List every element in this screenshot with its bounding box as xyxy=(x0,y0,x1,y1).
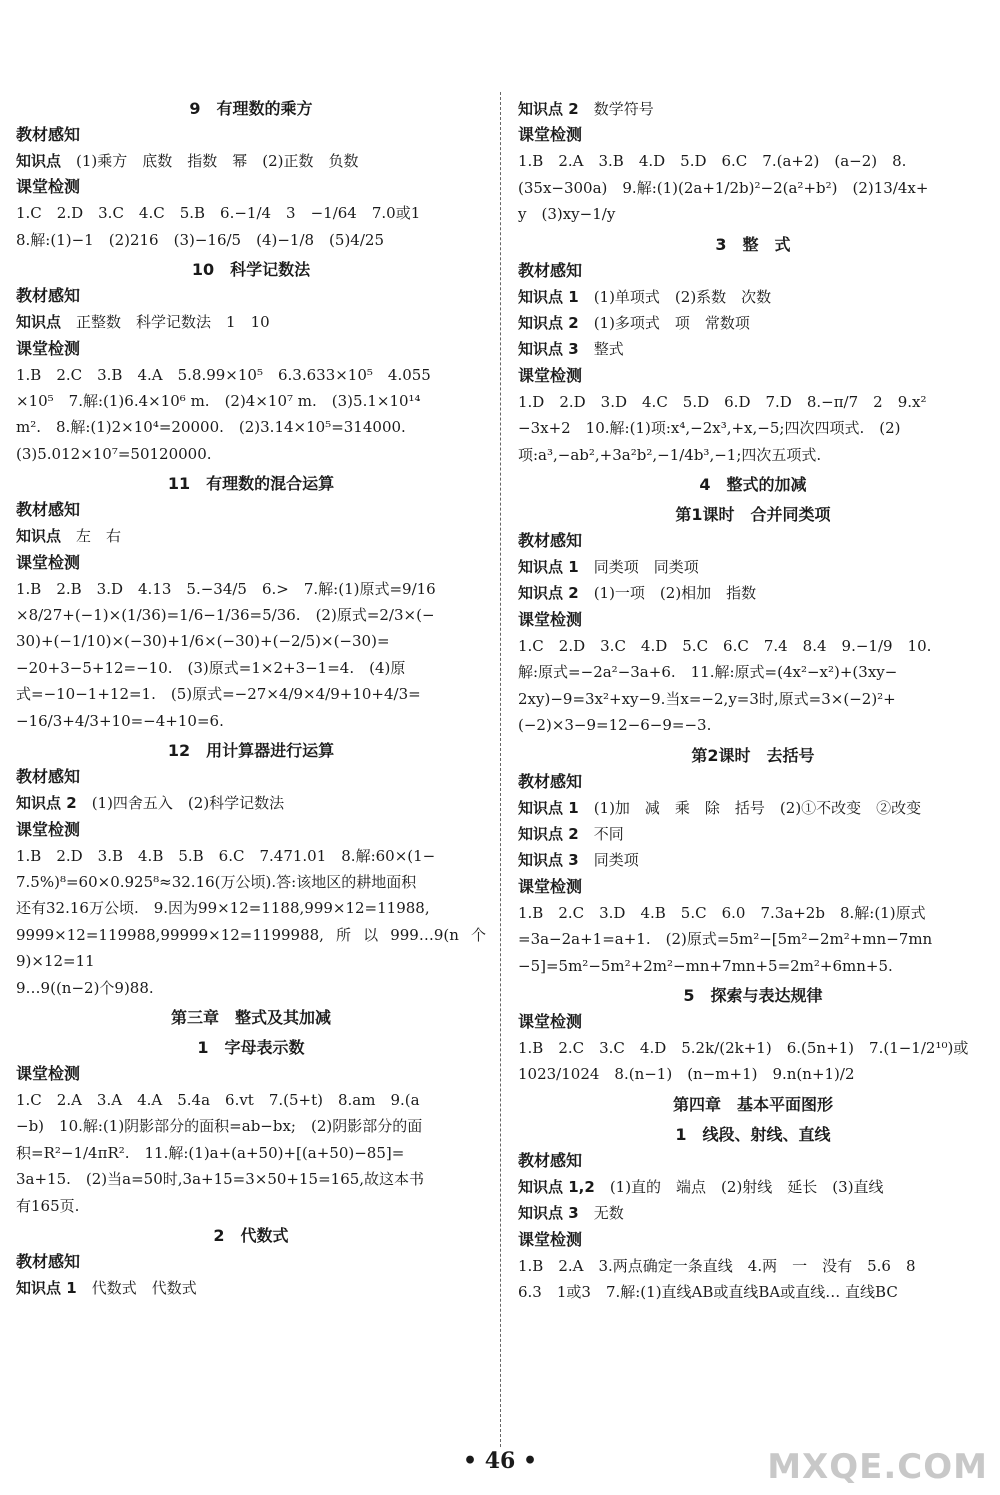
answer-text: 不同 xyxy=(593,824,624,843)
answer-line xyxy=(518,336,988,362)
answer-text: 1.B 2.C 3.B 4.A 5.8.99×10⁵ 6.3.633×10⁵ 4.055 xyxy=(16,365,431,384)
answer-text: (1)一项 (2)相加 指数 xyxy=(593,584,757,603)
answer-line xyxy=(518,389,988,415)
answer-line xyxy=(518,415,988,441)
answer-section xyxy=(518,743,988,979)
answer-text: 整式 xyxy=(593,340,624,359)
answer-line xyxy=(16,843,486,869)
answer-text: 正整数 科学记数法 1 10 xyxy=(76,313,270,332)
section-heading: 1 字母表示数 xyxy=(197,1037,305,1057)
answer-section xyxy=(518,472,988,498)
answer-text: 无数 xyxy=(593,1204,624,1223)
knowledge-point-label: 知识点 1,2 xyxy=(518,1177,595,1196)
answer-line xyxy=(518,1279,988,1305)
answer-text: 1.C 2.D 3.C 4.C 5.B 6.−1/4 3 −1/64 7.0或1 xyxy=(16,204,421,223)
answer-text: 同类项 同类项 xyxy=(593,558,699,577)
subsection-label: 课堂检测 xyxy=(16,338,81,358)
answer-line xyxy=(518,442,988,468)
answer-line xyxy=(16,655,486,681)
answer-text: 代数式 代数式 xyxy=(91,1278,197,1297)
section-heading: 10 科学记数法 xyxy=(191,260,311,280)
answer-text: 7.5%)⁸=60×0.925⁸≈32.16(万公顷).答:该地区的耕地面积 xyxy=(16,872,417,891)
answer-text: 有165页. xyxy=(16,1196,80,1215)
subsection-label: 课堂检测 xyxy=(518,876,583,896)
knowledge-point-label: 知识点 2 xyxy=(16,794,77,813)
answer-text: 1.C 2.D 3.C 4.D 5.C 6.C 7.4 8.4 9.−1/9 10. xyxy=(518,636,932,655)
knowledge-point-label: 知识点 1 xyxy=(16,1278,77,1297)
subsection-label: 课堂检测 xyxy=(16,552,81,572)
answer-line xyxy=(518,1061,988,1087)
answer-text: (1)直的 端点 (2)射线 延长 (3)直线 xyxy=(609,1177,884,1196)
section-heading: 第三章 整式及其加减 xyxy=(170,1007,331,1027)
subsection-label: 教材感知 xyxy=(16,1251,81,1271)
subsection-label: 教材感知 xyxy=(16,125,81,144)
answer-text: 数学符号 xyxy=(593,100,654,118)
answer-section xyxy=(518,1122,988,1306)
answer-section xyxy=(518,96,988,228)
section-heading: 第四章 基本平面图形 xyxy=(672,1094,833,1114)
knowledge-point-label: 知识点 1 xyxy=(518,798,579,817)
answer-text: 9…9((n−2)个9)88. xyxy=(16,978,154,997)
knowledge-point-label: 知识点 1 xyxy=(518,558,579,577)
answer-text: y (3)xy−1/y xyxy=(518,205,616,224)
subsection-label: 教材感知 xyxy=(518,531,583,551)
subsection-label: 教材感知 xyxy=(16,500,81,520)
answer-text: ×8/27+(−1)×(1/36)=1/6−1/36=5/36. (2)原式=2/3×(− xyxy=(16,606,435,625)
answer-text: 9999×12=119988,99999×12=1199988,所以999…9(n个9)×12=11 xyxy=(16,925,486,971)
subsection-label: 课堂检测 xyxy=(518,1011,583,1031)
answer-line xyxy=(518,926,988,952)
answer-text: 左 右 xyxy=(76,527,122,546)
answer-text: (35x−300a) 9.解:(1)(2a+1/2b)²−2(a²+b²) (2)13/4x+ xyxy=(518,178,929,197)
subsection-label: 课堂检测 xyxy=(518,125,583,145)
answer-line xyxy=(16,602,486,628)
knowledge-point-label: 知识点 1 xyxy=(518,287,579,306)
answer-text: 1.C 2.A 3.A 4.A 5.4a 6.vt 7.(5+t) 8.am 9.(a xyxy=(16,1090,420,1109)
knowledge-point-label: 知识点 2 xyxy=(518,314,579,333)
answer-line xyxy=(16,523,486,549)
answer-section xyxy=(16,471,486,734)
answer-line xyxy=(518,1174,988,1200)
answer-section xyxy=(16,1005,486,1031)
answer-text: −b) 10.解:(1)阴影部分的面积=ab−bx; (2)阴影部分的面 xyxy=(16,1117,423,1136)
knowledge-point-label: 知识点 3 xyxy=(518,1204,579,1223)
answer-line xyxy=(16,148,486,174)
answer-text: 1.D 2.D 3.D 4.C 5.D 6.D 7.D 8.−π/7 2 9.x² xyxy=(518,392,927,411)
subsection-label: 教材感知 xyxy=(518,260,583,280)
subsection-label: 课堂检测 xyxy=(16,1063,81,1083)
answer-text: m². 8.解:(1)2×10⁴=20000. (2)3.14×10⁵=314000. xyxy=(16,418,406,437)
answer-line xyxy=(16,1193,486,1219)
answer-text: 式=−10−1+12=1. (5)原式=−27×4/9×4/9+10+4/3= xyxy=(16,685,421,704)
section-heading: 1 线段、射线、直线 xyxy=(675,1124,831,1144)
knowledge-point-label: 知识点 xyxy=(16,152,62,170)
answer-section xyxy=(16,1035,486,1219)
answer-text: 1.B 2.C 3.D 4.B 5.C 6.0 7.3a+2b 8.解:(1)原式 xyxy=(518,903,926,922)
answer-line xyxy=(518,554,988,580)
page-number: • 46 • xyxy=(462,1448,538,1474)
answer-line xyxy=(518,1035,988,1061)
knowledge-point-label: 知识点 xyxy=(16,313,62,332)
answer-line xyxy=(16,388,486,414)
answer-line xyxy=(518,201,988,227)
knowledge-point-label: 知识点 2 xyxy=(518,100,579,118)
watermark-logo: MXQE.COM xyxy=(767,1447,988,1487)
answer-line xyxy=(518,310,988,336)
answer-section xyxy=(16,257,486,467)
knowledge-point-label: 知识点 2 xyxy=(518,584,579,603)
answer-text: =3a−2a+1=a+1. (2)原式=5m²−[5m²−2m²+mn−7mn xyxy=(518,930,933,949)
answer-line xyxy=(16,309,486,335)
answer-text: ×10⁵ 7.解:(1)6.4×10⁶ m. (2)4×10⁷ m. (3)5.1×10¹⁴ xyxy=(16,392,421,411)
answer-line xyxy=(16,1166,486,1192)
answer-text: 1.B 2.D 3.B 4.B 5.B 6.C 7.471.01 8.解:60×(1− xyxy=(16,846,436,865)
knowledge-point-label: 知识点 2 xyxy=(518,824,579,843)
answer-text: (1)加 减 乘 除 括号 (2)①不改变 ②改变 xyxy=(593,798,922,817)
subsection-label: 教材感知 xyxy=(16,767,81,787)
answer-text: 8.解:(1)−1 (2)216 (3)−16/5 (4)−1/8 (5)4/25 xyxy=(16,230,384,249)
subsection-label: 教材感知 xyxy=(16,286,81,306)
answer-section xyxy=(16,738,486,1001)
answer-line xyxy=(518,900,988,926)
answer-line xyxy=(16,1140,486,1166)
answer-line xyxy=(518,712,988,738)
answer-text: 还有32.16万公顷. 9.因为99×12=1188,999×12=11988, xyxy=(16,899,430,918)
answer-line xyxy=(518,1253,988,1279)
answer-text: (3)5.012×10⁷=50120000. xyxy=(16,444,212,463)
answer-text: 积=R²−1/4πR². 11.解:(1)a+(a+50)+[(a+50)−85]= xyxy=(16,1143,405,1162)
answer-line xyxy=(518,686,988,712)
section-heading: 12 用计算器进行运算 xyxy=(167,741,335,761)
answer-text: (1)单项式 (2)系数 次数 xyxy=(593,287,772,306)
answer-text: (1)四舍五入 (2)科学记数法 xyxy=(91,794,285,813)
answer-line xyxy=(16,414,486,440)
subsection-label: 课堂检测 xyxy=(518,365,583,385)
answer-line xyxy=(518,795,988,821)
knowledge-point-label: 知识点 3 xyxy=(518,851,579,870)
answer-text: (−2)×3−9=12−6−9=−3. xyxy=(518,716,712,735)
section-heading: 11 有理数的混合运算 xyxy=(167,474,335,494)
answer-line xyxy=(16,869,486,895)
answer-line xyxy=(16,1275,486,1301)
answer-line xyxy=(518,175,988,201)
subsection-label: 教材感知 xyxy=(518,771,583,791)
answer-section xyxy=(518,232,988,468)
left-column xyxy=(16,96,486,1305)
answer-text: 1.B 2.A 3.B 4.D 5.D 6.C 7.(a+2) (a−2) 8. xyxy=(518,152,907,171)
answer-text: −3x+2 10.解:(1)项:x⁴,−2x³,+x,−5;四次四项式. (2) xyxy=(518,419,901,438)
answer-line xyxy=(16,975,486,1001)
answer-text: (1)多项式 项 常数项 xyxy=(593,314,750,333)
answer-line xyxy=(16,681,486,707)
section-heading: 第1课时 合并同类项 xyxy=(675,505,831,525)
answer-line xyxy=(518,953,988,979)
subsection-label: 课堂检测 xyxy=(16,177,81,197)
answer-section xyxy=(518,502,988,738)
section-heading: 4 整式的加减 xyxy=(699,475,807,495)
section-heading: 9 有理数的乘方 xyxy=(189,99,313,118)
answer-line xyxy=(518,821,988,847)
answer-text: −5]=5m²−5m²+2m²−mn+7mn+5=2m²+6mn+5. xyxy=(518,956,893,975)
section-heading: 2 代数式 xyxy=(213,1225,289,1245)
section-heading: 3 整 式 xyxy=(715,234,791,254)
answer-line xyxy=(16,441,486,467)
subsection-label: 教材感知 xyxy=(518,1150,583,1170)
answer-section xyxy=(518,983,988,1088)
knowledge-point-label: 知识点 xyxy=(16,527,62,546)
answer-line xyxy=(16,200,486,226)
subsection-label: 课堂检测 xyxy=(16,819,81,839)
right-column xyxy=(518,96,988,1309)
answer-line xyxy=(16,1113,486,1139)
answer-line xyxy=(518,96,988,122)
answer-section xyxy=(518,1092,988,1118)
answer-line xyxy=(518,1200,988,1226)
answer-text: 2xy)−9=3x²+xy−9.当x=−2,y=3时,原式=3×(−2)²+ xyxy=(518,689,896,708)
answer-section xyxy=(16,1223,486,1301)
answer-line xyxy=(518,580,988,606)
answer-line xyxy=(16,362,486,388)
answer-text: 1.B 2.A 3.两点确定一条直线 4.两 一 没有 5.6 8 xyxy=(518,1256,916,1275)
answer-text: 6.3 1或3 7.解:(1)直线AB或直线BA或直线… 直线BC xyxy=(518,1282,898,1301)
answer-line xyxy=(16,1087,486,1113)
answer-text: 1023/1024 8.(n−1) (n−m+1) 9.n(n+1)/2 xyxy=(518,1065,855,1084)
answer-line xyxy=(518,847,988,873)
answer-line xyxy=(16,576,486,602)
column-divider xyxy=(500,92,501,1447)
section-heading: 5 探索与表达规律 xyxy=(683,985,823,1005)
answer-text: 同类项 xyxy=(593,851,639,870)
answer-line xyxy=(16,628,486,654)
answer-line xyxy=(518,284,988,310)
answer-line xyxy=(16,708,486,734)
answer-text: (1)乘方 底数 指数 幂 (2)正数 负数 xyxy=(76,152,359,170)
answer-line xyxy=(518,659,988,685)
answer-text: 1.B 2.C 3.C 4.D 5.2k/(2k+1) 6.(5n+1) 7.(1−1/2¹⁰)或 xyxy=(518,1038,969,1057)
answer-section xyxy=(16,96,486,253)
answer-line xyxy=(518,148,988,174)
answer-text: 30)+(−1/10)×(−30)+1/6×(−30)+(−2/5)×(−30)= xyxy=(16,632,390,651)
answer-line xyxy=(16,895,486,921)
answer-line xyxy=(16,227,486,253)
answer-line xyxy=(16,922,486,975)
answer-line xyxy=(16,790,486,816)
subsection-label: 课堂检测 xyxy=(518,609,583,629)
answer-text: −16/3+4/3+10=−4+10=6. xyxy=(16,711,224,730)
answer-text: 3a+15. (2)当a=50时,3a+15=3×50+15=165,故这本书 xyxy=(16,1170,425,1189)
knowledge-point-label: 知识点 3 xyxy=(518,340,579,359)
answer-text: −20+3−5+12=−10. (3)原式=1×2+3−1=4. (4)原 xyxy=(16,658,406,677)
answer-line xyxy=(518,633,988,659)
subsection-label: 课堂检测 xyxy=(518,1229,583,1249)
answer-text: 项:a³,−ab²,+3a²b²,−1/4b³,−1;四次五项式. xyxy=(518,445,822,464)
answer-text: 1.B 2.B 3.D 4.13 5.−34/5 6.> 7.解:(1)原式=9/16 xyxy=(16,579,436,598)
answer-text: 解:原式=−2a²−3a+6. 11.解:原式=(4x²−x²)+(3xy− xyxy=(518,663,898,682)
section-heading: 第2课时 去括号 xyxy=(691,745,815,765)
